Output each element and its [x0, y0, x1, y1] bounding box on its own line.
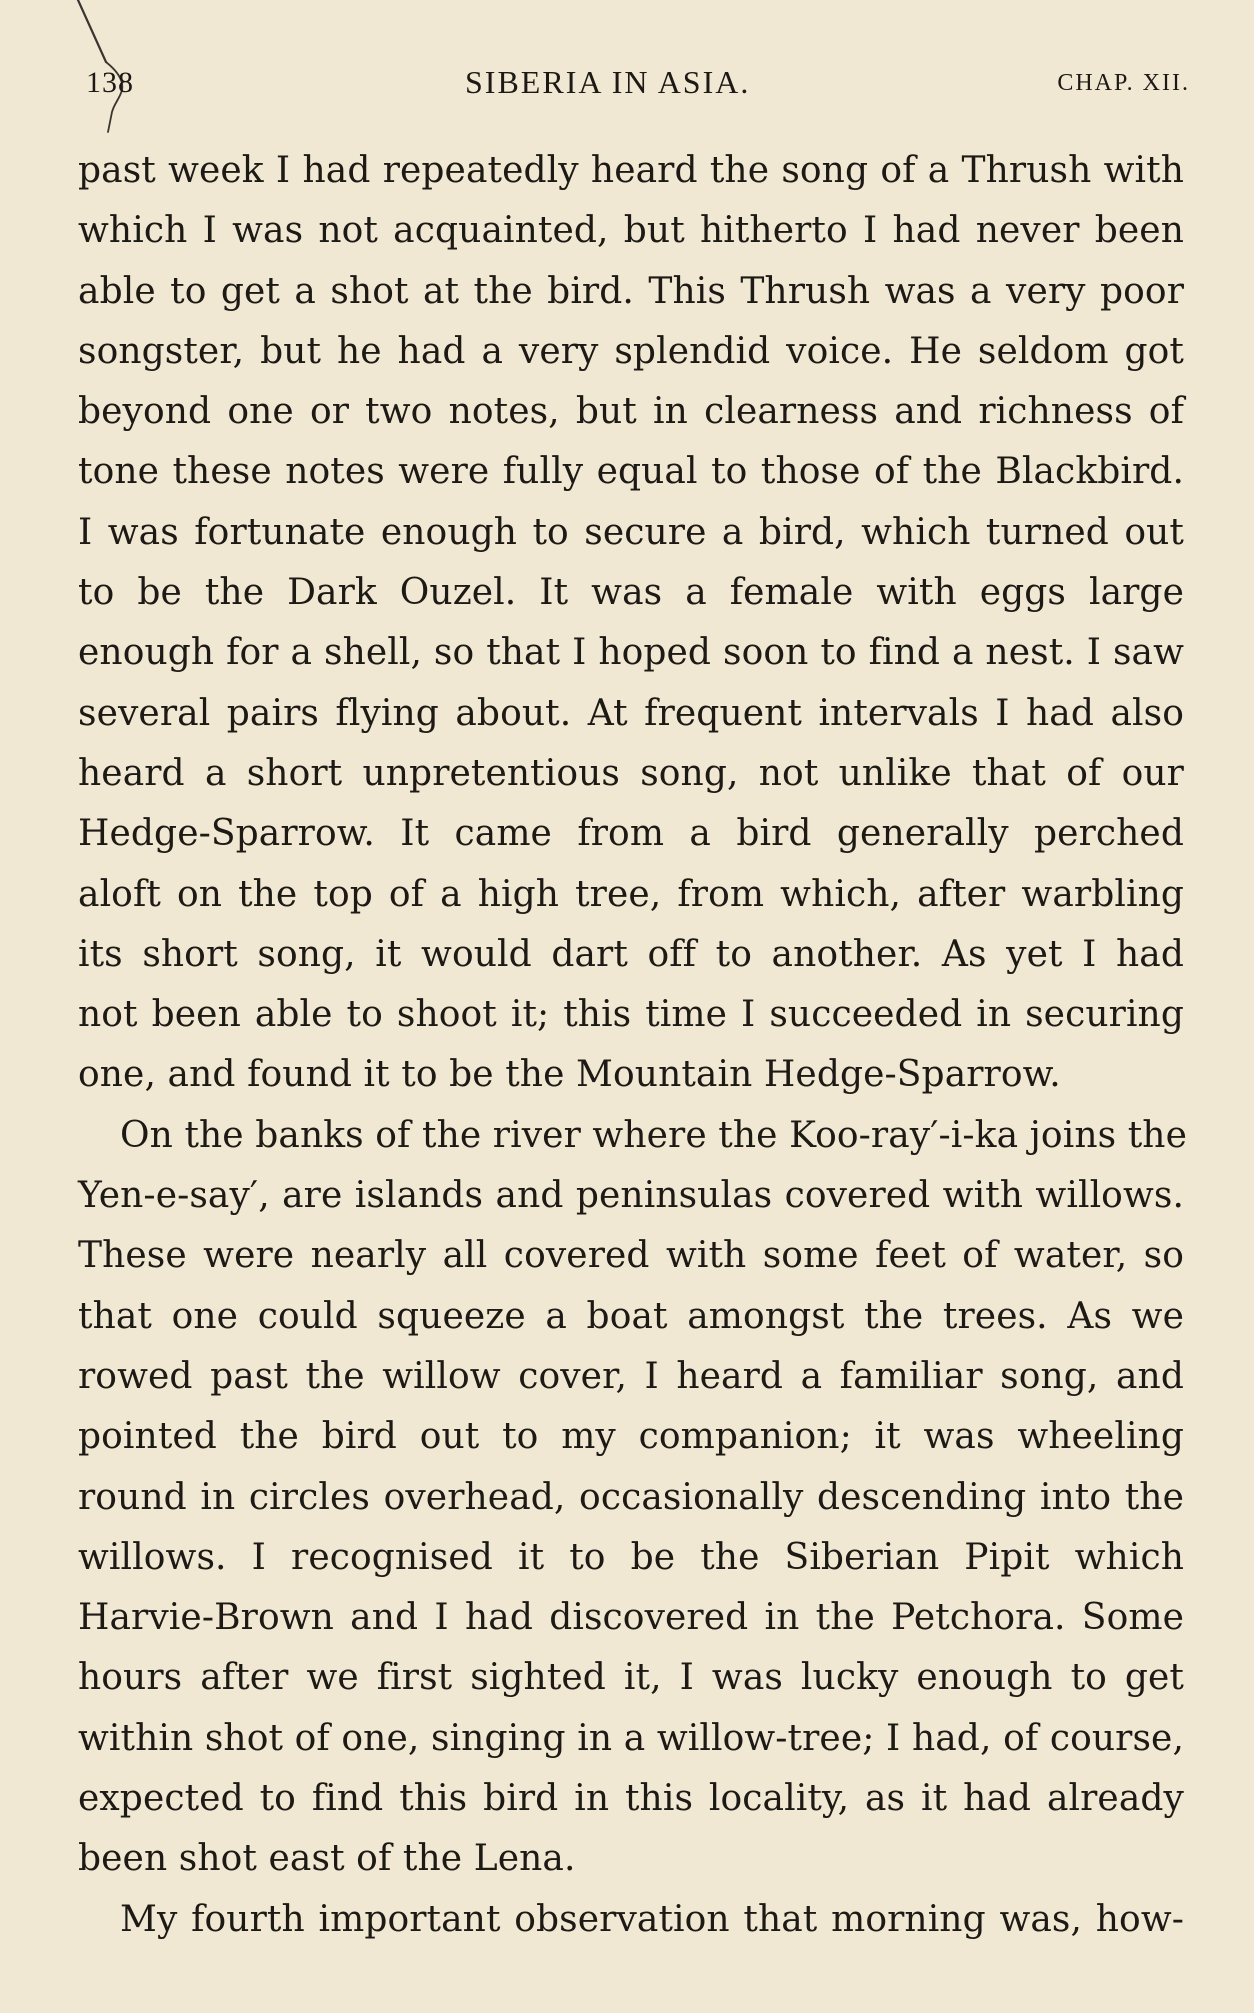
text-line: which I was not acquainted, but hitherto I had never been [78, 210, 1184, 252]
text-line: aloft on the top of a high tree, from which, after warbling [78, 873, 1184, 915]
text-line: several pairs flying about. At frequent intervals I had also [78, 692, 1184, 734]
text-line: able to get a shot at the bird. This Thrush was a very poor [78, 270, 1184, 312]
text-line: Harvie-Brown and I had discovered in the Petchora. Some [78, 1597, 1184, 1639]
text-line: past week I had repeatedly heard the song of a Thrush with [78, 150, 1184, 191]
page-number: 138 [86, 66, 134, 99]
chapter-label: CHAP. XII. [1057, 70, 1190, 96]
text-line: to be the Dark Ouzel. It was a female with eggs large [78, 572, 1184, 614]
text-line: been shot east of the Lena. [78, 1838, 576, 1880]
running-title: SIBERIA IN ASIA. [465, 64, 751, 100]
text-line: heard a short unpretentious song, not unlike that of our [78, 752, 1184, 794]
text-line: enough for a shell, so that I hoped soon to find a nest. I saw [78, 632, 1184, 674]
text-line: Hedge-Sparrow. It came from a bird generally perched [78, 813, 1184, 855]
page-header [80, 60, 1190, 110]
text-line: tone these notes were fully equal to those of the Blackbird. [78, 451, 1184, 493]
text-line: My fourth important observation that morning was, how- [120, 1898, 1184, 1940]
text-line: These were nearly all covered with some feet of water, so [78, 1235, 1184, 1277]
text-line: beyond one or two notes, but in clearness and richness of [78, 391, 1184, 433]
text-line: its short song, it would dart off to another. As yet I had [78, 933, 1184, 975]
text-line: I was fortunate enough to secure a bird, which turned out [78, 511, 1184, 553]
text-line: pointed the bird out to my companion; it was wheeling [78, 1416, 1184, 1458]
text-line: one, and found it to be the Mountain Hedge-Sparrow. [78, 1054, 1061, 1096]
body-text [78, 141, 1187, 1950]
text-line: round in circles overhead, occasionally descending into the [78, 1476, 1184, 1518]
text-line: that one could squeeze a boat amongst the trees. As we [78, 1295, 1184, 1337]
text-line: not been able to shoot it; this time I succeeded in securing [78, 994, 1184, 1036]
text-line: hours after we first sighted it, I was lucky enough to get [78, 1657, 1184, 1699]
text-line: rowed past the willow cover, I heard a familiar song, and [78, 1355, 1184, 1397]
text-line: expected to find this bird in this locality, as it had already [78, 1778, 1184, 1820]
text-line: songster, but he had a very splendid voice. He seldom got [78, 330, 1184, 372]
text-line: On the banks of the river where the Koo-ray′-i-ka joins the [120, 1114, 1187, 1156]
text-line: within shot of one, singing in a willow-tree; I had, of course, [78, 1717, 1184, 1759]
text-line: Yen-e-say′, are islands and peninsulas covered with willows. [78, 1175, 1184, 1217]
text-line: willows. I recognised it to be the Siberian Pipit which [78, 1536, 1184, 1578]
